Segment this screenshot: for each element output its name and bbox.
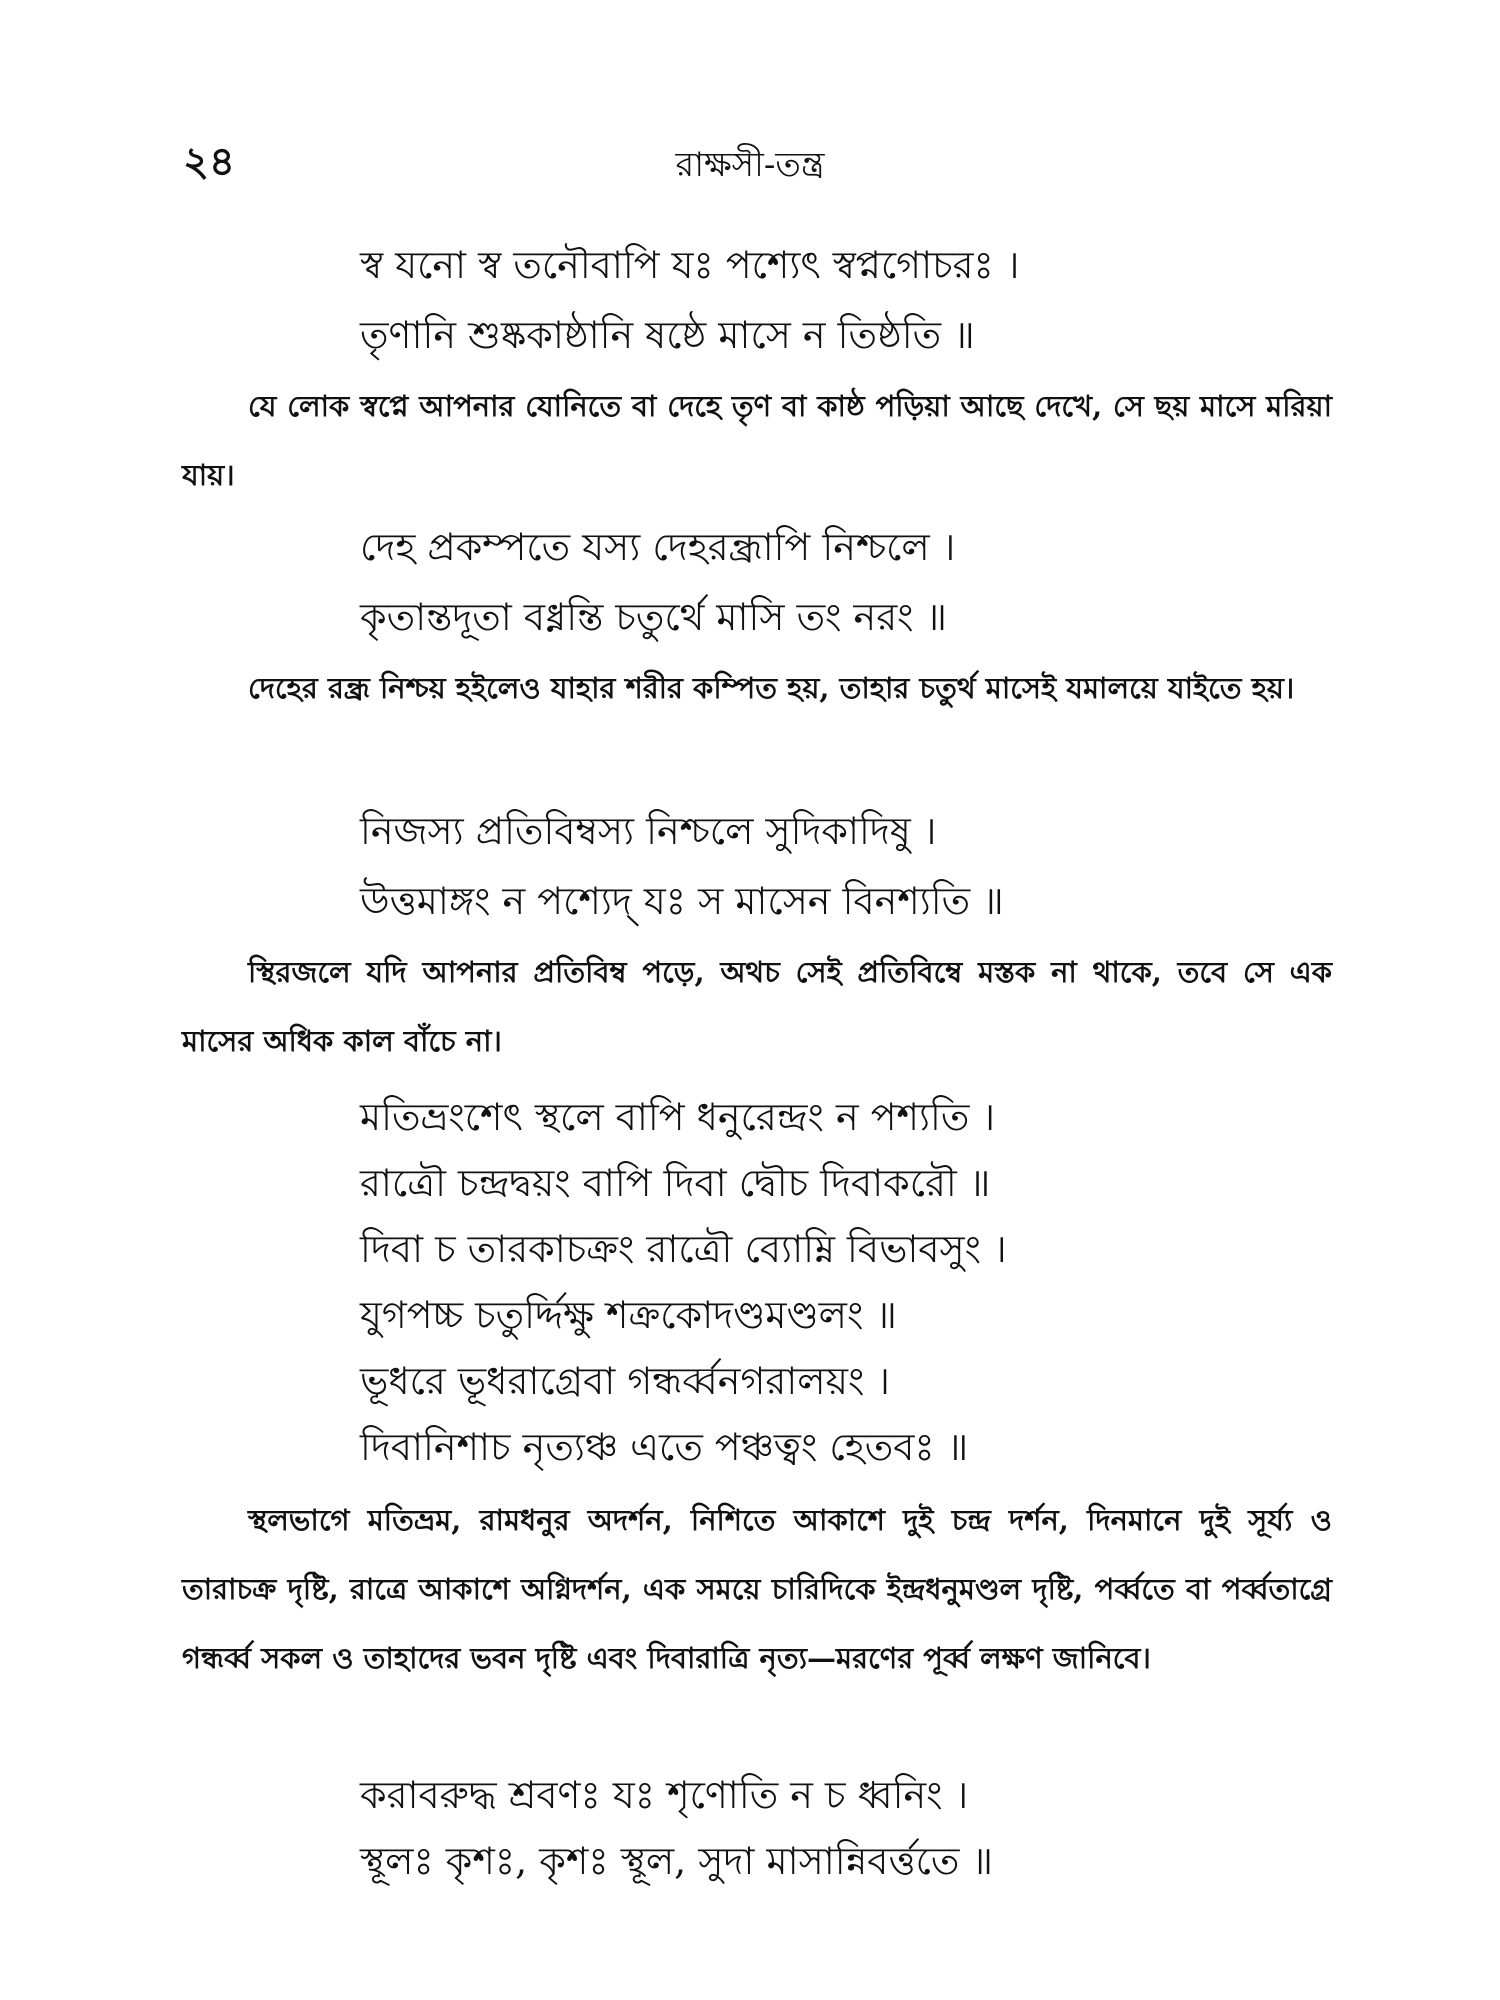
verse-line: নিজস্য প্রতিবিম্বস্য নিশ্চলে সুদিকাদিষু । xyxy=(360,809,937,853)
page-number: ২৪ xyxy=(183,138,235,185)
verse-line: দিবা চ তারকাচক্রং রাত্রৌ ব্যোম্নি বিভাবসুং । xyxy=(360,1227,1007,1271)
running-title: রাক্ষসী-তন্ত্র xyxy=(675,145,825,185)
prose-paragraph: যে লোক স্বপ্নে আপনার যোনিতে বা দেহে তৃণ বা কাষ্ঠ পড়িয়া আছে দেখে, সে ছয় মাসে মরিয়া যায়। xyxy=(182,389,1332,492)
verse-line: কৃতান্তদূতা বধ্নন্তি চতুর্থে মাসি তং নরং ॥ xyxy=(360,595,948,639)
verse-line: রাত্রৌ চন্দ্রদ্বয়ং বাপি দিবা দ্বৌচ দিবাকরৌ ॥ xyxy=(360,1161,991,1205)
verse-line: যুগপচ্চ চতুর্দ্দিক্ষু শক্রকোদণ্ডমণ্ডলং ॥ xyxy=(360,1293,897,1337)
verse-line: ভূধরে ভূধরাগ্রেবা গন্ধর্ব্বনগরালয়ং । xyxy=(360,1359,890,1403)
verse-line: স্ব যনো স্ব তনৌবাপি যঃ পশ্যেৎ স্বপ্নগোচরঃ । xyxy=(360,243,1020,287)
verse-line: দেহ প্রকম্পতে যস্য দেহরন্ধ্রাপি নিশ্চলে । xyxy=(360,525,956,569)
prose-paragraph: স্থলভাগে মতিভ্রম, রামধনুর অদর্শন, নিশিতে আকাশে দুই চন্দ্র দর্শন, দিনমানে দুই সূর্য্য ও তারাচক্র দৃষ্টি, রাত্রে আকাশে অগ্নিদর্শন, এক সময়ে চারিদিকে ইন্দ্রধনুমণ্ডল দৃষ্টি, পর্ব্বতে বা পর্ব্বতাগ্রে গন্ধর্ব্ব সকল ও তাহাদের ভবন দৃষ্টি এবং দিবারাত্রি নৃত্য—মরণের পূর্ব্ব লক্ষণ জানিবে। xyxy=(182,1503,1332,1675)
verse-line: মতিভ্রংশেৎ স্থলে বাপি ধনুরেন্দ্রং ন পশ্যতি । xyxy=(360,1095,996,1139)
verse-line: উত্তমাঙ্গং ন পশ্যেদ্ যঃ স মাসেন বিনশ্যতি ॥ xyxy=(360,879,1004,923)
prose-paragraph: স্থিরজলে যদি আপনার প্রতিবিম্ব পড়ে, অথচ সেই প্রতিবিম্বে মস্তক না থাকে, তবে সে এক মাসের অধিক কাল বাঁচে না। xyxy=(182,955,1332,1058)
verse-line: করাবরুদ্ধ শ্রবণঃ যঃ শৃণোতি ন চ ধ্বনিং । xyxy=(360,1773,969,1817)
prose-paragraph: দেহের রন্ধ্র নিশ্চয় হইলেও যাহার শরীর কম্পিত হয়, তাহার চতুর্থ মাসেই যমালয়ে যাইতে হয়। xyxy=(248,671,1295,705)
verse-line: স্থূলঃ কৃশঃ, কৃশঃ স্থূল, সুদা মাসান্নিবর্ত্ততে ॥ xyxy=(360,1839,993,1883)
verse-line: দিবানিশাচ নৃত্যঞ্চ এতে পঞ্চত্বং হেতবঃ ॥ xyxy=(360,1425,969,1469)
verse-line: তৃণানি শুষ্ককাষ্ঠানি ষষ্ঠে মাসে ন তিষ্ঠতি ॥ xyxy=(360,313,975,357)
